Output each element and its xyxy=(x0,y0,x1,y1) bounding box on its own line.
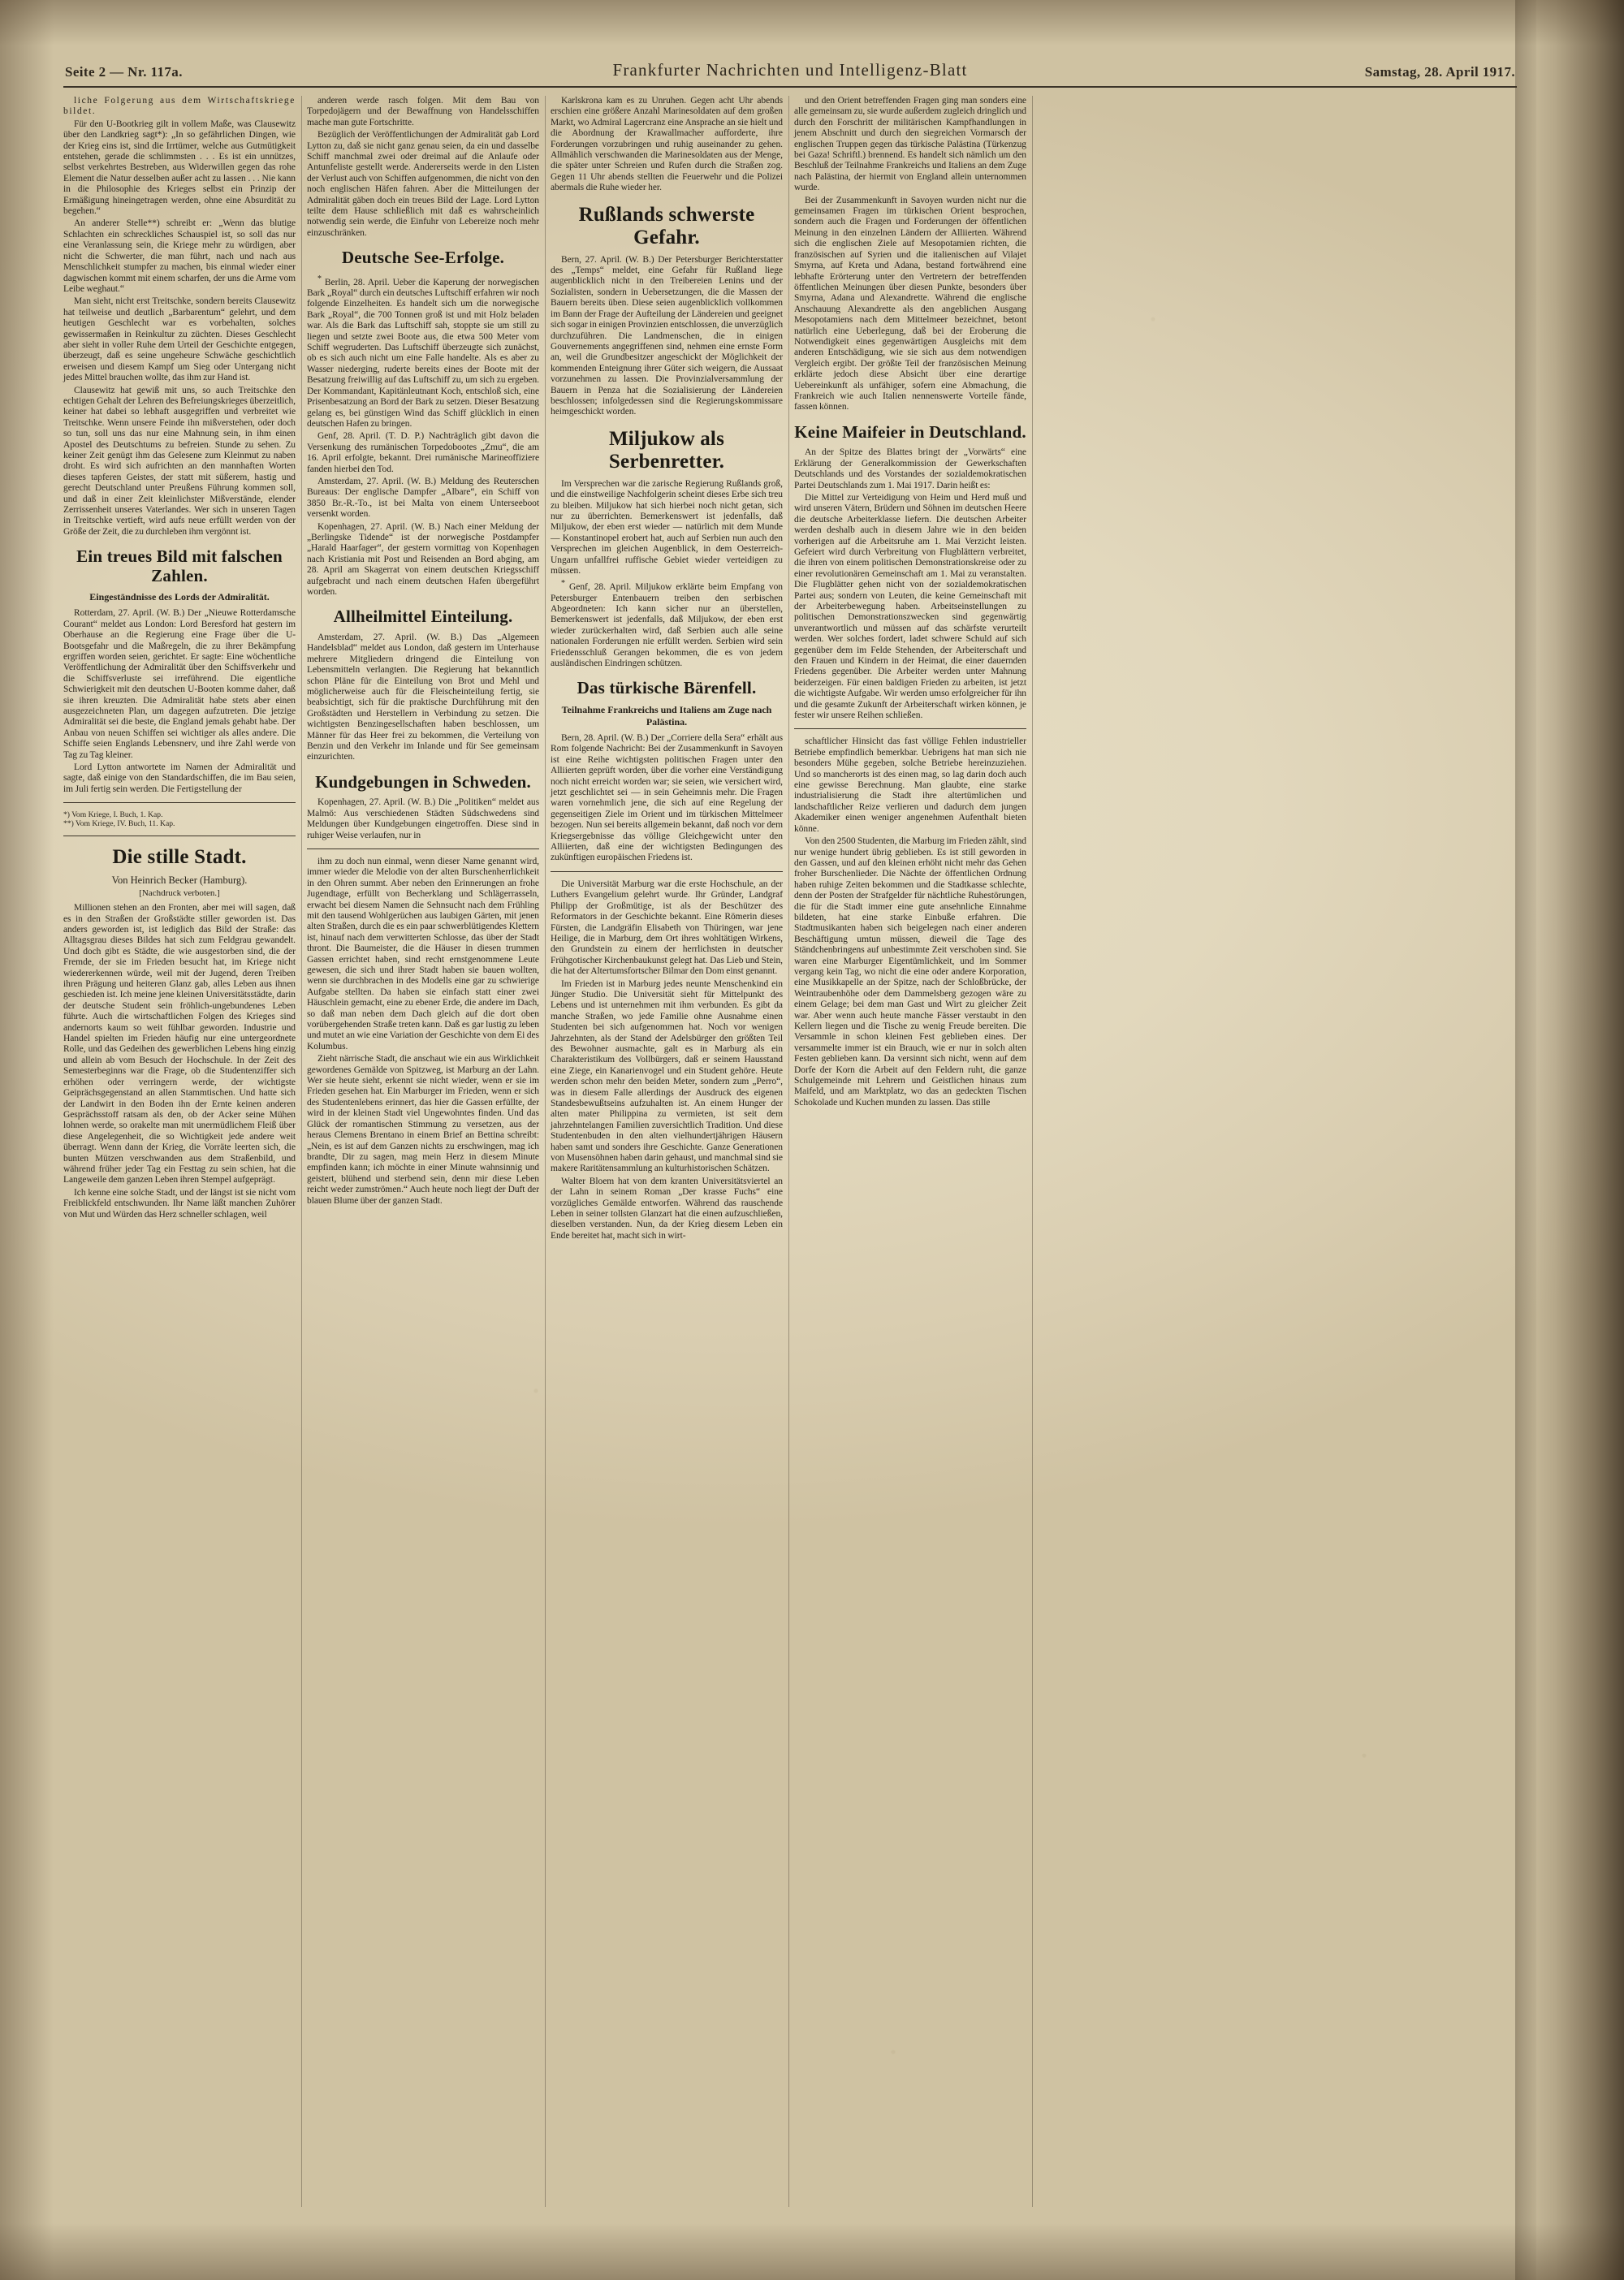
footnote: *) Vom Kriege, I. Buch, 1. Kap. xyxy=(63,810,163,820)
reprint-notice: [Nachdruck verboten.] xyxy=(139,888,220,899)
paragraph: Karlskrona kam es zu Unruhen. Gegen acht Uhr abends erschien eine größere Anzahl Marinesoldaten auf dem großen Markt, wo Admiral Lagercranz eine Ansprache an sie hielt und die Abordnung der Krawallmacher aufforderte, ihre Forderungen vorzubringen und ruhig auseinander zu gehen. Allmählich verschwanden die Marinesoldaten aus der Menge, die später unter Schreien und Rufen durch die Straßen zog. Gegen 11 Uhr abends stellten die Feuerwehr und die Polizei abermals die Ruhe wieder her. xyxy=(551,96,783,193)
paragraph: Ich kenne eine solche Stadt, und der längst ist sie nicht vom Freiblickfeld entschwunden. Ihr Name läßt manchen Zuhörer von Mut und Würden das Herz schneller schlagen, weil xyxy=(63,1187,296,1220)
paragraph: ihm zu doch nun einmal, wenn dieser Name genannt wird, immer wieder die Melodie von der alten Burschenherrlichkeit in den Ohren summt. Aber neben den Erinnerungen an frohe Jugendtage, erfüllt von Becherklang und Schlägerrasseln, erwacht bei diesem Namen die Sehnsucht nach dem Frühling mit den tausend Wohlgerüchen aus laubigen Gärten, mit jenen alten Straßen, durch die es ein paar schwerblütigendes Klettern ist, hinauf nach dem verwitterten Schlosse, das über der Stadt thront. Die Baumeister, die die Häuser in diesen trummen Gassen errichtet haben, sind recht ernstgenommene Leute gewesen, die sich und ihrer Stadt haben sie bauen wollten, wenn sie durchbrachen in des Modells eine gar zu schwierige Aufgabe stellten. Da haben sie einfach statt einer zwei Häuschlein gemacht, eine zu ebener Erde, die andere im Dach, so daß man neben dem Dach gleich auf die dort oben vorübergehenden Straße treten kann. Daß es gar lustig zu leben und mutet an wie eine Variation der Geschichte von dem Ei des Kolumbus. xyxy=(307,856,539,1051)
paragraph: Amsterdam, 27. April. (W. B.) Das „Algemeen Handelsblad“ meldet aus London, daß gestern im Unterhause mehrere Mitgliedern dringend die Einteilung von Lebensmitteln verlangten. Die Regierung hat bekanntlich schon Pläne für die Einteilung von Brot und Mehl und möglicherweise auch für die Fleischeinteilung fertig, sie beabsichtigt, sich für die praktische Durchführung mit den Großstädten und Herstellern in Verbindung zu setzen. Die wichtigsten Benzingesellschaften haben beschlossen, um Männer für das Heer frei zu bekommen, die Verteilung von Benzin und den Verkehr im Inlande und für See gemeinsam einzurichten. xyxy=(307,632,539,762)
paragraph: * Berlin, 28. April. Ueber die Kaperung der norwegischen Bark „Royal“ durch ein deutsches Luftschiff erfahren wir noch folgende Einzelheiten. Es handelt sich um die norwegische Bark „Royal“, die 700 Tonnen groß ist und mit Holz beladen war. Als die Bark das Luftschiff sah, stoppte sie um still zu liegen und setzte zwei Boote aus, die etwa 500 Meter vom Schiff wegruderten. Das Luftschiff überzeugte sich zunächst, ob es sich auch nicht um eine Falle handelte. Als es aber zu Wasser niederging, ruderte bereits eines der Boote mit der Besatzung freiwillig auf das Luftschiff zu, um sich zu ergeben. Der Kommandant, Kapitänleutnant Koch, entschloß sich, eine Prisenbesatzung an Bord der Bark zu setzen. Dieser Besatzung gelang es, bei günstigen Wind das Schiff glücklich in einen deutschen Hafen zu bringen. xyxy=(307,274,539,429)
paragraph: Für den U-Bootkrieg gilt in vollem Maße, was Clausewitz über den Landkrieg sagt*): „In so gefährlichen Dingen, wie der Krieg eins ist, sind die Irrtümer, welche aus Gutmütigkeit entstehen, gerade die schlimmsten . . . Es ist ein unnützes, selbst verkehrtes Bestreben, aus Widerwillen gegen das rohe Element die Natur desselben außer acht zu lassen . . . Nie kann in die Philosophie des Krieges selbst ein Prinzip der Ermäßigung hineingetragen werden, ohne eine Absurdität zu begehen.“ xyxy=(63,119,296,217)
paragraph: Rotterdam, 27. April. (W. B.) Der „Nieuwe Rotterdamsche Courant“ meldet aus London: Lord Beresford hat gestern im Oberhause an die Regierung eine Frage über die U-Bootsgefahr und die Maßregeln, die zu ihrer Bekämpfung ergriffen worden seien, gerichtet. Er sagte: Eine wöchentliche Veröffentlichung der Admiralität über den Schiffsverkehr und die Schiffsverluste sei irreführend. Die eigentliche Schwierigkeit mit den deutschen U-Booten komme daher, daß sie ihren kreuzten. Die Admiralität habe stets aber einen ausgezeichneten Plan, um dagegen aufzutreten. Die jetzige Admiralität sei die beste, die England jemals gehabt habe. Der Anbau von neuen Schiffen sei wichtiger als alles andere. Die Schiffe seien Englands Lebensnerv, und ihre Zahl werde von Tag zu Tag kleiner. xyxy=(63,608,296,760)
col-4 xyxy=(794,96,1026,2207)
column-rule-2 xyxy=(545,96,546,2207)
footnote: **) Vom Kriege, IV. Buch, 11. Kap. xyxy=(63,819,175,829)
headline: Das türkische Bärenfell. xyxy=(577,678,757,698)
paragraph: Walter Bloem hat von dem kranten Universitätsviertel an der Lahn in seinem Roman „Der krasse Fuchs“ eine vorzügliches Gemälde entworfen. Während das rauschende Leben in seiner tollsten Glanzart hat die einen aufzuschließen, dieselben verstanden. Nun, da der Krieg diesem Leben ein Ende bereitet hat, macht sich in wirt- xyxy=(551,1176,783,1241)
paragraph: Im Versprechen war die zarische Regierung Rußlands groß, und die einstweilige Nachfolgerin scheint dieses Erbe sich treu zu bleiben. Miljukow hat sich hierbei noch nicht getan, sich nur zu überrichten. Bemerkenswert ist jedenfalls, daß Miljukow, der eben erst wieder — natürlich mit dem Munde — Konstantinopel erobert hat, auch auf Serbien nun auch den Versprechen im gleichen Augenblick, in dem Oesterreich-Ungarn unfallfrei ruffische Gebiet wieder verteidigen zu müssen. xyxy=(551,478,783,576)
section-divider xyxy=(794,728,1026,729)
section-divider xyxy=(63,802,296,803)
paragraph: Man sieht, nicht erst Treitschke, sondern bereits Clausewitz hat teilweise und deutlich „Barbarentum“ gelehrt, und dem heutigen Geschlecht war es vorbehalten, solches gewissermaßen in Reinkultur zu züchten. Dieses Geschlecht aber sieht in voller Ruhe dem Urteil der Geschichte entgegen, überzeugt, daß es seine ungeheure Schwäche geschichtlich erweisen und diesem Kampf um Sieg oder Untergang nicht jedes Mittel brauchen wollte, das ihm zur Hand ist. xyxy=(63,296,296,383)
paragraph: und den Orient betreffenden Fragen ging man sonders eine alle gemeinsam zu, sie wurde außerdem zugleich dringlich und durch den Forschritt der militärischen Kampfhandlungen in jenem Abschnitt und durch den siegreichen Vormarsch der englischen Truppen gegen das türkische Palästina (Türkenzug bei Gaza! Schriftl.) brennend. Es handelt sich nämlich um den Beschluß der Teilnahme Frankreichs und Italiens an dem Zuge nach Palästina, der hiermit von England allein unternommen wurde. xyxy=(794,96,1026,193)
headline: Rußlands schwerste Gefahr. xyxy=(578,203,755,248)
paragraph: Im Frieden ist in Marburg jedes neunte Menschenkind ein Jünger Studio. Die Universität sieht für Mittelpunkt des Lebens und ist unternehmen mit ihm verbunden. Es gibt da manche Straßen, wo jede Familie ohne Ausnahme einen Studenten bei sich aufgenommen hat. Noch vor wenigen Jahrzehnten, als der Stand der Adelsbürger den größten Teil des Bewohner ausmachte, galt es in Marburg als ein Charakteristikum des Vollbürgers, daß er seinem Hausstand eine Ziege, ein Kanarienvogel und ein Student gehöre. Heute werden schon mehr den beiden Meter, sondern zum „Perro“, was in diesem Falle allerdings der Ausdruck des eigenen Standesbewußtseins aufzuhalten ist. An einem Hunger der alten mater Philippina zu vermieten, ist seit dem jahrzehntelangen Familien zuversichtlich Tradition. Und diese Studentenbuden in den alten vielhundertjährigen Häusern haben samt und sonders ihre Geschichte. Ganze Generationen von Musensöhnen haben darin gehaust, und manchmal sind sie makere Raritätensammlung an kulturhistorischen Schätzen. xyxy=(551,978,783,1174)
masthead xyxy=(63,54,1517,88)
column-rule-1 xyxy=(301,96,302,2207)
paragraph: Zieht närrische Stadt, die anschaut wie ein aus Wirklichkeit gewordenes Gemälde von Spitzweg, ist Marburg an der Lahn. Wer sie heute sieht, erkennt sie nicht wieder, wenn er sie im Frieden gesehen hat. Ein Marburger im Frieden, wenn er sich des Studentenlebens erinnert, das hier die Gassen erfüllte, der wird in der kleinen Stadt viel Ungewohntes finden. Und das Glück der romantischen Stimmung zu versetzen, aus der heraus Clemens Brentano in einem Brief an Bettina schreibt: „Nein, es ist auf dem Ganzen nichts zu erschwingen, mag ich brandte, Dir zu sagen, mag mein Herz in diesem Minute empfinden kann; ich möchte in einer Minute wahnsinnig und geistert, blühend und sterbend sein, denn mir diese Leben reicht weder zumströmen.“ Auch heute noch liegt der Duft der blauen Blume über der ganzen Stadt. xyxy=(307,1054,539,1206)
top-edge-shadow xyxy=(0,0,1624,45)
paragraph: Clausewitz hat gewiß mit uns, so auch Treitschke den echtigen Gehalt der Lehren des Befreiungskrieges überzeitlich, keiner hat dabei so lebhaft ausgegriffen und verbreitet wie Treitschke. Wenn unsere Feinde ihn mißverstehen, oder doch so tun, soll uns das nur eine Mahnung sein, in ihm einen Apostel des Deutschtums zu befreien. Stunde zu sehen. Zu keiner Zeit genügt ihm das Gelesene zum Kleinmut zu naben droht. Es wird sich aufrichten an den mannhaften Worten dieses tapferen Geistes, der statt mit süßerem, hastig und gerecht Deutschland unter Preußens Führung kommen soll, und daß in einer Zeit kleinlichster Mißverstände, elender Zerrissenheit unseres Vaterlandes. Wer sich in unseren Tagen in Treitschke vertieft, wird aufs neue erfüllt werden von der Größe der Zeit, die zu durchleben ihm vergönnt ist. xyxy=(63,385,296,537)
paragraph: liche Folgerung aus dem Wirtschaftskriege bildet. xyxy=(63,96,296,117)
masthead-page-number: Seite 2 — Nr. 117a. xyxy=(65,64,183,80)
headline: Allheilmittel Einteilung. xyxy=(333,607,513,627)
paragraph: Bei der Zusammenkunft in Savoyen wurden nicht nur die gemeinsamen Fragen im türkischen Orient besprochen, sondern auch die Fragen und Forderungen der öffentlichen Meinung in den einzelnen Ländern der Alliierten. Während sich die englischen Ziele auf Mesopotamien richten, die französischen auf Syrien und die italienischen auf Vilajet Smyrna, auf Kreta und Adana, bestand fortwährend eine lebhafte Erörterung unter den Vertretern der betreffenden öffentlichen Meinungen über diesen Punkte, besonders über Smyrna, Adana und Alexandrette. Während die englische Anschauung Alexandrette als den angeblichen Ausgang Mesopotamiens nach dem Mittelmeer bezeichnet, betont natürlich eine Ueberlegung, daß bei der Eroberung die Notwendigkeit eines gegenwärtigen Ausgleichs mit dem anderen Entschädigung, wie sie sich aus dem notwendigen Vergleich ergibt. Der größte Teil der französischen Meinung erklärte jedoch diese Absicht über eine derartige Uebereinkunft als unfähiger, sofern eine Abmachung, die Frankreich wie auch Italien nennenswerte Vorteile fände, fassen können. xyxy=(794,195,1026,412)
subheadline: Eingeständnisse des Lords der Admiralität. xyxy=(89,591,270,603)
masthead-date: Samstag, 28. April 1917. xyxy=(1364,64,1515,80)
paragraph: Kopenhagen, 27. April. (W. B.) Nach einer Meldung der „Berlingske Tidende“ ist der norwegische Postdampfer „Harald Haarfager“, der gestern vormittag von Kopenhagen nach Kristiania mit Post und Reisenden an Bord abging, am 28. April am Skagerrat von einem deutschen Kriegsschiff aufgebracht und nach einem deutschen Hafen übergeführt worden. xyxy=(307,521,539,597)
col-1 xyxy=(63,96,296,2207)
paragraph: An der Spitze des Blattes bringt der „Vorwärts“ eine Erklärung der Generalkommission der Gewerkschaften Deutschlands und des Vorstandes der sozialdemokratischen Partei Deutschlands zum 1. Mai 1917. Darin heißt es: xyxy=(794,447,1026,490)
paragraph: Amsterdam, 27. April. (W. B.) Meldung des Reuterschen Bureaus: Der englische Dampfer „Albare“, ein Schiff von 3850 Br.-R.-To., ist bei Malta von einem Unterseeboot versenkt worden. xyxy=(307,476,539,520)
paragraph: Genf, 28. April. (T. D. P.) Nachträglich gibt davon die Versenkung des rumänischen Torpedobootes „Zmu“, die am 16. April erfolgte, bekannt. Drei rumänische Marineoffiziere fanden hierbei den Tod. xyxy=(307,431,539,474)
headline: Ein treues Bild mit falschen Zahlen. xyxy=(76,546,283,585)
paragraph: Von den 2500 Studenten, die Marburg im Frieden zählt, sind nur wenige hundert übrig geblieben. Es ist still geworden in den Gassen, und auf den kleinen erhöht nicht mehr das Gehen froher Burschenlieder. Die Nächte der öffentlichen Ordnung haben ruhige Zeiten bekommen und die Stadtkasse schlechte, denn der Posten der Strafgelder für nächtliche Ruhestörungen, die für die Stadt immer eine gute ansehnliche Einnahme bildeten, hat eine starke Einbuße erfahren. Die Stadtmusikanten haben sich beigelegen nach einer anderen Beschäftigung umtun müssen, dieweil die Tage des Ständchenbringens auf unbestimmte Zeit verschoben sind. Sie waren eine Marburger Eigentümlichkeit, und im Sommer vergang kein Tag, wo nicht die eine oder andere Korporation, eine Musikkapelle an der Spitze, nach der Schloßbrücke, der Weintraubenhöhe oder dem Dammelsberg gezogen wäre zu einem Gelage; bei dem man Gast und Wirt zu gleicher Zeit war. Aber wenn auch heute manche Fässer verstaubt in den Kellern liegen und die Tische zu wenig Freude bereiten. Die Versammle in schon kleinen Fest geblieben eines. Der versammelte immer ist ein Brauch, wie er nur in solch alten Festen geblieben kann. Da versinnt sich nicht, wenn auf dem Dorfe der Korn die Arbeit auf den Feldern ruht, die ganze Schulgemeinde mit Lehrern und Geistlichen hinaus zum Maifeld, und am Marktplatz, wo das an gedeckten Tischen Schokolade und Kuchen munden zu lassen. Das stille xyxy=(794,836,1026,1108)
headline: Kundgebungen in Schweden. xyxy=(315,771,531,792)
section-divider xyxy=(551,871,783,872)
byline: Von Heinrich Becker (Hamburg). xyxy=(111,874,248,887)
masthead-title: Frankfurter Nachrichten und Intelligenz-Blatt xyxy=(612,60,968,80)
paragraph: Bern, 28. April. (W. B.) Der „Corriere della Sera“ erhält aus Rom folgende Nachricht: Bei der Zusammenkunft in Savoyen ist eine Reihe wichtigsten politischen Fragen unter den Alliierten geprüft worden, über die vorher eine Verständigung noch nicht erreicht worden war; sie seien, wie versichert wird, jetzt geschlichtet sei — in sein Geheimnis mehr. Die Fragen waren vornehmlich jene, die sich auf eine Regelung der gegenseitigen Ziele im Orient und im türkischen Mittelmeer bezogen. Nun sei bereits allgemein bekannt, daß noch vor dem Kriegsergebnisse das völlige Gleichgewicht unter den Alliierten, daß eine der wichtigsten Bedingungen des zukünftigen europäischen Friedens ist. xyxy=(551,733,783,863)
subheadline: Teilnahme Frankreichs und Italiens am Zuge nach Palästina. xyxy=(561,704,772,728)
paragraph: An anderer Stelle**) schreibt er: „Wenn das blutige Schlachten ein schreckliches Schauspiel ist, so soll das nur eine Veranlassung sein, die Kriege mehr zu würdigen, aber nicht die Schwerter, die man führt, nach und nach aus Menschlichkeit stumpfer zu machen, bis einmal wieder einer dagwischen kommt mit einem scharfen, der uns die Arme vom Leibe weghaut.“ xyxy=(63,218,296,294)
left-edge-shadow xyxy=(0,0,54,2280)
paragraph: Lord Lytton antwortete im Namen der Admiralität und sagte, daß einige von den Standardschiffen, die im Bau seien, im Juli fertig sein werden. Die Fertigstellung der xyxy=(63,762,296,794)
column-rule-3 xyxy=(788,96,789,2207)
headline: Deutsche See-Erfolge. xyxy=(341,248,505,268)
headline: Die stille Stadt. xyxy=(112,846,247,869)
headline: Keine Maifeier in Deutschland. xyxy=(794,421,1026,442)
paragraph: anderen werde rasch folgen. Mit dem Bau von Torpedojägern und der Bewaffnung von Handelsschiffen mache man gute Fortschritte. xyxy=(307,96,539,127)
paragraph: Bezüglich der Veröffentlichungen der Admiralität gab Lord Lytton zu, daß sie nicht ganz genau seien, da ein und dasselbe Schiff manchmal zwei oder dreimal auf die Anlaufe oder Antunfeliste gestellt werde. Andererseits werde in den Listen der Verlust auch von Schiffen aufgenommen, die nicht von den noch englischen Häfen fahren. Aber die Mitteilungen der Admiralität gäben doch ein treues Bild der Lage. Lord Lytton teilte dem Hause schließlich mit daß es wahrscheinlich notwendig sein werde, die Einfuhr von Lebereize noch mehr einzuschränken. xyxy=(307,130,539,238)
masthead-rule xyxy=(63,86,1517,88)
paragraph: Die Universität Marburg war die erste Hochschule, an der Luthers Evangelium gelehrt wurde. Ihr Gründer, Landgraf Philipp der Großmütige, ist als der Beschützer des Reformators in der Geschichte bekannt. Eine Römerin dieses Fürsten, die Landgräfin Elisabeth von Thüringen, war jene Heilige, die in Marburg, dem Ort ihres wohltätigen Wirkens, den Grundstein zu einem der herrlichsten in deutscher Frühgotischer Kirchenbaukunst gelegt hat. Das Lieb und Stein, die hat der Altertumsfortscher Bilmar den Dom einst genannt. xyxy=(551,879,783,977)
binding-shadow xyxy=(1518,0,1624,2280)
column-rule-4 xyxy=(1032,96,1033,2207)
bottom-edge-shadow xyxy=(0,2223,1624,2280)
article-columns xyxy=(63,96,1517,2207)
paragraph: Kopenhagen, 27. April. (W. B.) Die „Politiken“ meldet aus Malmö: Aus verschiedenen Städten Südschwedens sind Meldungen über Kundgebungen eingetroffen. Diese sind in ruhiger Weise verlaufen, nur in xyxy=(307,797,539,840)
headline: Miljukow als Serbenretter. xyxy=(608,427,725,473)
paragraph: Die Mittel zur Verteidigung von Heim und Herd muß und wird unseren Vätern, Brüdern und Söhnen im deutschen Heere die deutsche Arbeiterklasse liefern. Die deutschen Arbeiter werden deshalb auch in diesem Jahre wie in den beiden vorherigen auf die Arbeitsruhe am 1. Mai Verzicht leisten. Gefeiert wird durch Verbreitung von Flugblättern verbreitet, die ihren von einem politischen Demonstrationskreise oder zu einer revolutionären Gemeinschaft am 1. Mai zu veranstalten. Die Flugblätter gehen nicht von der sozialdemokratischen Partei aus; sondern von Leuten, die keine Gemeinschaft mit der Arbeiterbewegung haben. Arbeitseinstellungen zu politischen Demonstrationszwecken sind gegenwärtig unverantwortlich und müssen auf das schärfste verurteilt werden. Wer solches fordert, ladet schwere Schuld auf sich gegenüber dem im Felde Stehenden, der Arbeiterschaft und den Frauen und Kindern in der Heimat, die einer dauernden Friedens gegenüber. Die Arbeiter werden unter Mahnung beiderzeigen. Für einen baldigen Frieden zu arbeiten, ist jetzt die wichtigste Aufgabe. Wir werden umso erfolgreicher für ihn und die gesamte Zukunft der Arbeiterschaft wirken können, je fester wir unsere Reihen schließen. xyxy=(794,492,1026,721)
col-3 xyxy=(551,96,783,2207)
paragraph: Millionen stehen an den Fronten, aber mei will sagen, daß es in den Straßen der Großstädte stiller geworden ist. Das anders geworden ist, ist lediglich das Bild der Straße: das Alltagsgrau dieses Bildes hat sich zum Feldgrau gewandelt. Und doch gibt es Städte, die wie ausgestorben sind, die der Fremde, der sie im Frieden besucht hat, im Kriege nicht wiedererkennen würde, weil mit der Jugend, deren Treiben ihren Prägung und heiteren Glanz gab, alles Leben aus ihnen geschieden ist. Ich meine jene kleinen Universitätsstädte, darin der deutsche Student sein fröhlich-ungebundenes Leben führte. Auch die wirtschaftlichen Folgen des Krieges sind andernorts kaum so weit fühlbar geworden. Industrie und Handel spielten im Frieden häufig nur eine untergeordnete Rolle, und das Gedeihen des gewerblichen Lebens hing einzig und allein ab vom Besuch der Hochschule. In der Zeit des Semesterbeginns war die Frage, ob die Studentenziffer sich erhöhen oder verringern werde, der wichtigste Geiprächsgegenstand an allen Stammtischen. Und hatte sich der Landwirt in den Boden ihn der Ernte keinen anderen Gesprächsstoff ratsam als den, ob der Acker seine Mühen lohnen werde, so orakelte man mit unermüdlichem Fleiß über diese Angelegenheit, die so Wichtigkeit jede andere weit überragt. Wenn dann der Krieg, die Vorräte leerten sich, die bunten Mützen verschwanden aus dem Straßenbild, und während früher jeder Tag ein Festtag zu sein schien, hat die Langeweile dem ganzen Leben ihren Stempel aufgeprägt. xyxy=(63,903,296,1185)
paragraph: schaftlicher Hinsicht das fast völlige Fehlen industrieller Betriebe empfindlich bemerkbar. Uebrigens hat man sich nie besonders Mühe gegeben, solche Betriebe hereinzuziehen. Und so mancherorts ist des einen mag, so lag darin doch auch eine gewisse Berechnung. Man glaubte, eine starke industrialisierung die Stadt ihre altertümlichen und landschaftlicher Reize verlieren und dadurch dem jungen Akademiker einen weniger angenehmen Aufenthalt bieten könne. xyxy=(794,736,1026,834)
paragraph: Bern, 27. April. (W. B.) Der Petersburger Berichterstatter des „Temps“ meldet, eine Gefahr für Rußland liege augenblicklich nicht in den Treibereien Lenins und der Sozialisten, sondern in Uebersetzungen, die die Massen der Bauern bereits üben. Diese seien augenblicklich vollkommen im Bann der Frage der Aufteilung der Ländereien und geeignet sich sogar in einigen Provinzien entschlossen, die unverzüglich durchzuführen. Die Landmenschen, die in einigen Gouvernements angegriffenen sind, nehmen eine ernste Form an, weil die Grundbesitzer angeschickt der Möglichkeit der kommenden Enteignung ihrer Güter sich weigern, die Aussaat vorzunehmen zu lassen. Die Provinzialversammlung der Bauern in Penza hat die Sozialisierung der Ländereien beschlossen; infolgedessen sind die Regierungskommissare heimgeschickt worden. xyxy=(551,254,784,417)
col-2 xyxy=(307,96,539,2207)
paragraph: * Genf, 28. April. Miljukow erklärte beim Empfang von Petersburger Entenbauern treiben den serbischen Abgeordneten: Ich kann sicher nur an überstellen, Bemerkenswert ist jedenfalls, daß Miljukow, der eben erst wieder zurückerhalten wird, daß Serbien auch alle seine nationalen Forderungen nie erfüllt werden. Serbien wird sein Friedensschluß Gerangen bekommen, die es von jedem ausländischen Eindringen schützen. xyxy=(551,579,783,669)
